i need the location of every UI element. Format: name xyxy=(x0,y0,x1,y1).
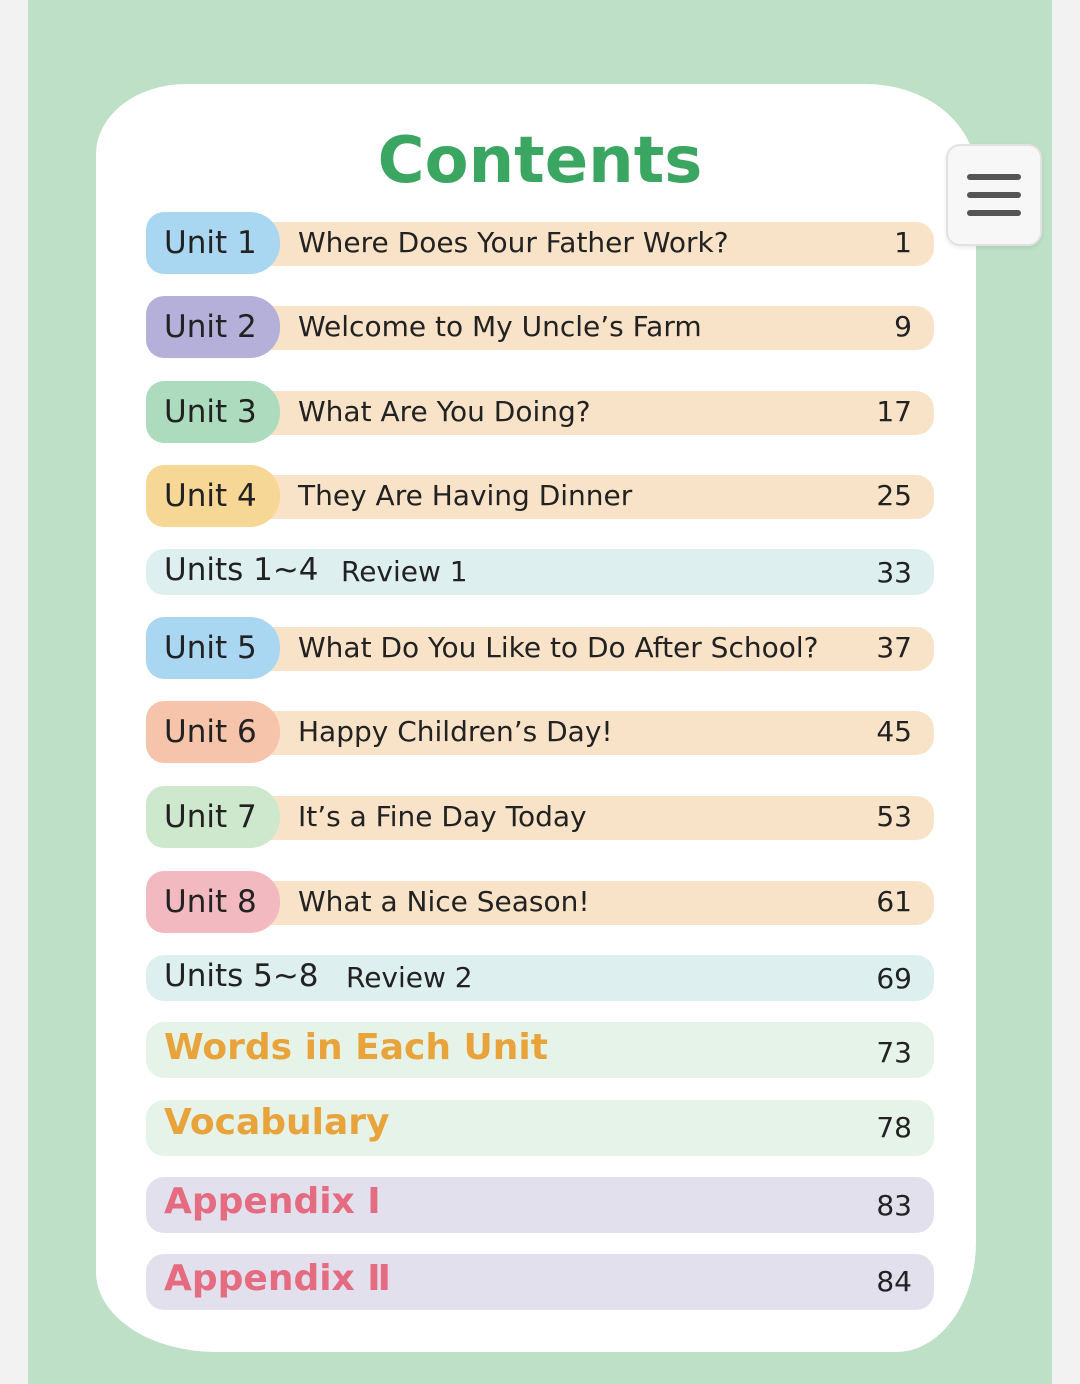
hamburger-menu-icon[interactable] xyxy=(946,144,1042,246)
toc-row-review-2[interactable] xyxy=(146,955,934,1001)
unit-badge: Unit 7 xyxy=(146,786,280,848)
page-number: 25 xyxy=(876,479,912,512)
review-range: Units 5~8 xyxy=(164,958,319,994)
unit-badge: Unit 4 xyxy=(146,465,280,527)
page-number: 83 xyxy=(876,1189,912,1222)
page-number: 53 xyxy=(876,800,912,833)
toc-row-unit-1[interactable] xyxy=(146,212,934,274)
unit-badge: Unit 6 xyxy=(146,701,280,763)
unit-title: Happy Children’s Day! xyxy=(298,715,613,748)
page-number: 78 xyxy=(876,1111,912,1144)
unit-title: Welcome to My Uncle’s Farm xyxy=(298,310,702,343)
section-label: Words in Each Unit xyxy=(164,1027,548,1068)
toc-row-unit-6[interactable] xyxy=(146,701,934,763)
section-label: Appendix Ⅱ xyxy=(164,1258,392,1299)
unit-badge: Unit 2 xyxy=(146,296,280,358)
page-number: 33 xyxy=(876,556,912,589)
page-number: 69 xyxy=(876,962,912,995)
toc-row-words-in-each-unit[interactable] xyxy=(146,1022,934,1078)
toc-row-unit-5[interactable] xyxy=(146,617,934,679)
section-label: Appendix Ⅰ xyxy=(164,1181,381,1222)
toc-row-review-1[interactable] xyxy=(146,549,934,595)
toc-row-unit-8[interactable] xyxy=(146,871,934,933)
page-number: 1 xyxy=(894,226,912,259)
unit-title: It’s a Fine Day Today xyxy=(298,800,587,833)
unit-title: What a Nice Season! xyxy=(298,885,590,918)
page-title: Contents xyxy=(377,124,703,198)
review-range: Units 1~4 xyxy=(164,552,319,588)
page-number: 73 xyxy=(876,1036,912,1069)
unit-title: They Are Having Dinner xyxy=(298,479,633,512)
toc-row-unit-7[interactable] xyxy=(146,786,934,848)
review-title: Review 1 xyxy=(341,555,468,588)
page-number: 84 xyxy=(876,1265,912,1298)
unit-title: What Do You Like to Do After School? xyxy=(298,631,819,664)
page-number: 9 xyxy=(894,310,912,343)
unit-badge: Unit 1 xyxy=(146,212,280,274)
toc-row-appendix-2[interactable] xyxy=(146,1254,934,1310)
unit-title: Where Does Your Father Work? xyxy=(298,226,729,259)
unit-title: What Are You Doing? xyxy=(298,395,591,428)
toc-row-vocabulary[interactable] xyxy=(146,1100,934,1156)
toc-row-unit-3[interactable] xyxy=(146,381,934,443)
unit-badge: Unit 5 xyxy=(146,617,280,679)
section-label: Vocabulary xyxy=(164,1102,390,1143)
page-number: 37 xyxy=(876,631,912,664)
page-number: 61 xyxy=(876,885,912,918)
unit-badge: Unit 8 xyxy=(146,871,280,933)
toc-row-appendix-1[interactable] xyxy=(146,1177,934,1233)
toc-row-unit-2[interactable] xyxy=(146,296,934,358)
page-number: 17 xyxy=(876,395,912,428)
toc-row-unit-4[interactable] xyxy=(146,465,934,527)
review-title: Review 2 xyxy=(346,961,473,994)
page-number: 45 xyxy=(876,715,912,748)
unit-badge: Unit 3 xyxy=(146,381,280,443)
